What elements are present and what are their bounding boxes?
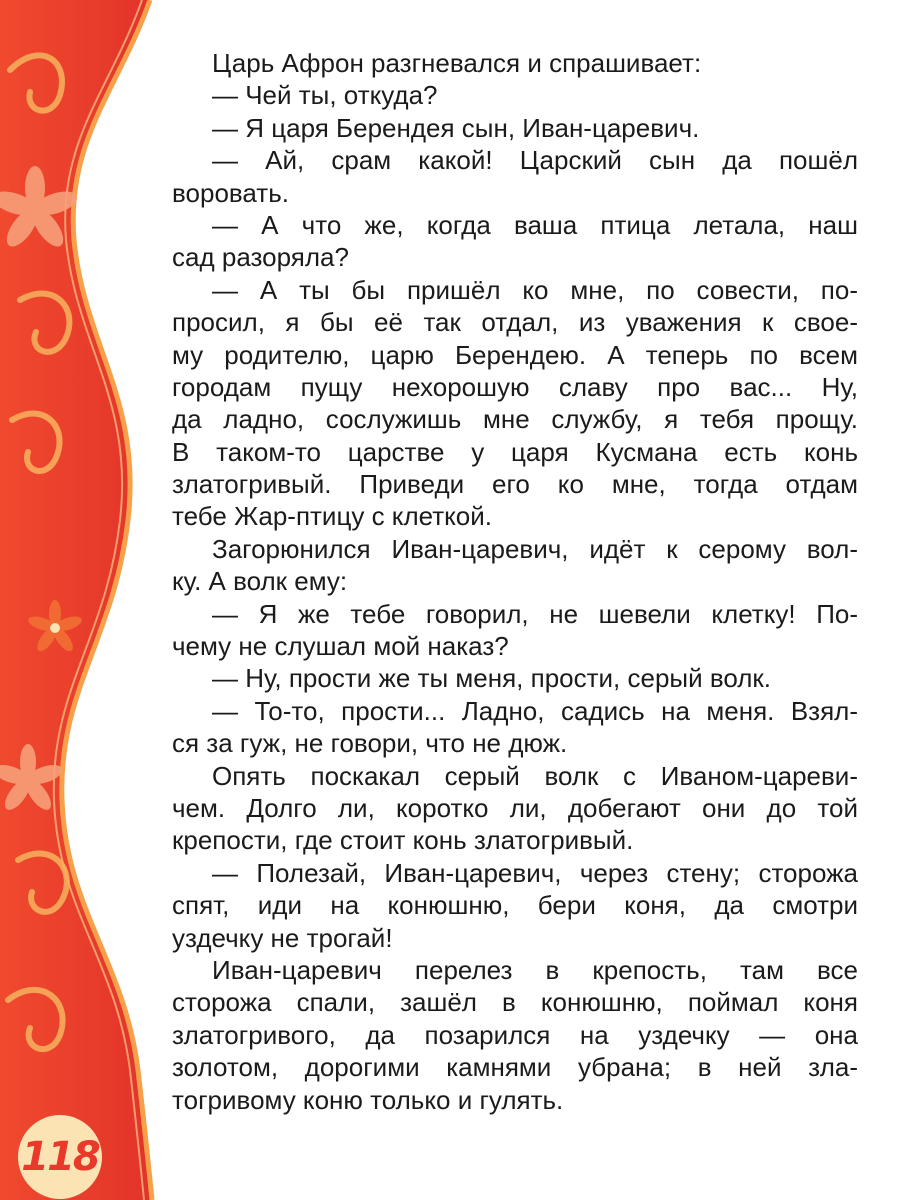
text-line: — Ну, прости же ты меня, прости, серый волк. [212,663,772,694]
text-line: золотом, дорогими камнями убрана; в ней зла- [172,1052,858,1083]
text-line: — Я же тебе говорил, не шевели клетку! По- [212,598,858,629]
page-number: 118 [21,1134,99,1180]
text-line: златогривый. Приведи его ко мне, тогда отдам [172,469,858,500]
text-line: Царь Афрон разгневался и спрашивает: [212,48,702,78]
text-line: Загорюнился Иван-царевич, идёт к серому вол- [212,533,858,564]
text-line: крепости, где стоит конь златогривый. [172,825,634,856]
text-line: — А что же, когда ваша птица летала, наш [212,209,858,240]
text-line: сторожа спали, зашёл в конюшню, поймал коня [172,987,858,1018]
text-line: — Чей ты, откуда? [212,80,438,111]
text-line: Опять поскакал серый волк с Иваном-цареви- [212,760,858,791]
story-text [172,47,858,1116]
text-line: — Ай, срам какой! Царский сын да пошёл [212,145,858,176]
text-line: городам пущу нехорошую славу про вас... Ну, [172,371,858,402]
text-line: ку. А волк ему: [172,566,348,597]
text-line: воровать. [172,177,289,208]
text-line: сад разоряла? [172,242,349,273]
text-line: тебе Жар-птицу с клеткой. [172,501,493,532]
text-line: уздечку не трогай! [172,922,393,953]
text-line: — Я царя Берендея сын, Иван-царевич. [212,112,700,143]
text-line: чем. Долго ли, коротко ли, добегают они до той [172,792,858,823]
text-line: да ладно, сослужишь мне службу, я тебя прощу. [172,404,858,435]
text-line: тогривому коню только и гулять. [172,1084,564,1115]
decorative-floral-border [0,0,180,1200]
text-line: чему не слушал мой наказ? [172,631,509,662]
text-line: В таком-то царстве у царя Кусмана есть конь [172,436,858,467]
text-line: му родителю, царю Берендею. А теперь по всем [172,339,858,370]
text-line: — Полезай, Иван-царевич, через стену; сторожа [212,857,858,888]
text-line: просил, я бы её так отдал, из уважения к свое- [172,307,858,338]
page-number-badge [18,1115,102,1199]
text-line: — А ты бы пришёл ко мне, по совести, по- [212,274,858,305]
text-line: ся за гуж, не говори, что не дюж. [172,728,568,759]
text-line: спят, иди на конюшню, бери коня, да смотри [172,890,858,921]
text-line: златогривого, да позарился на уздечку — она [172,1019,858,1050]
text-line: — То-то, прости... Ладно, садись на меня. Взял- [212,695,858,726]
text-line: Иван-царевич перелез в крепость, там все [212,954,858,985]
